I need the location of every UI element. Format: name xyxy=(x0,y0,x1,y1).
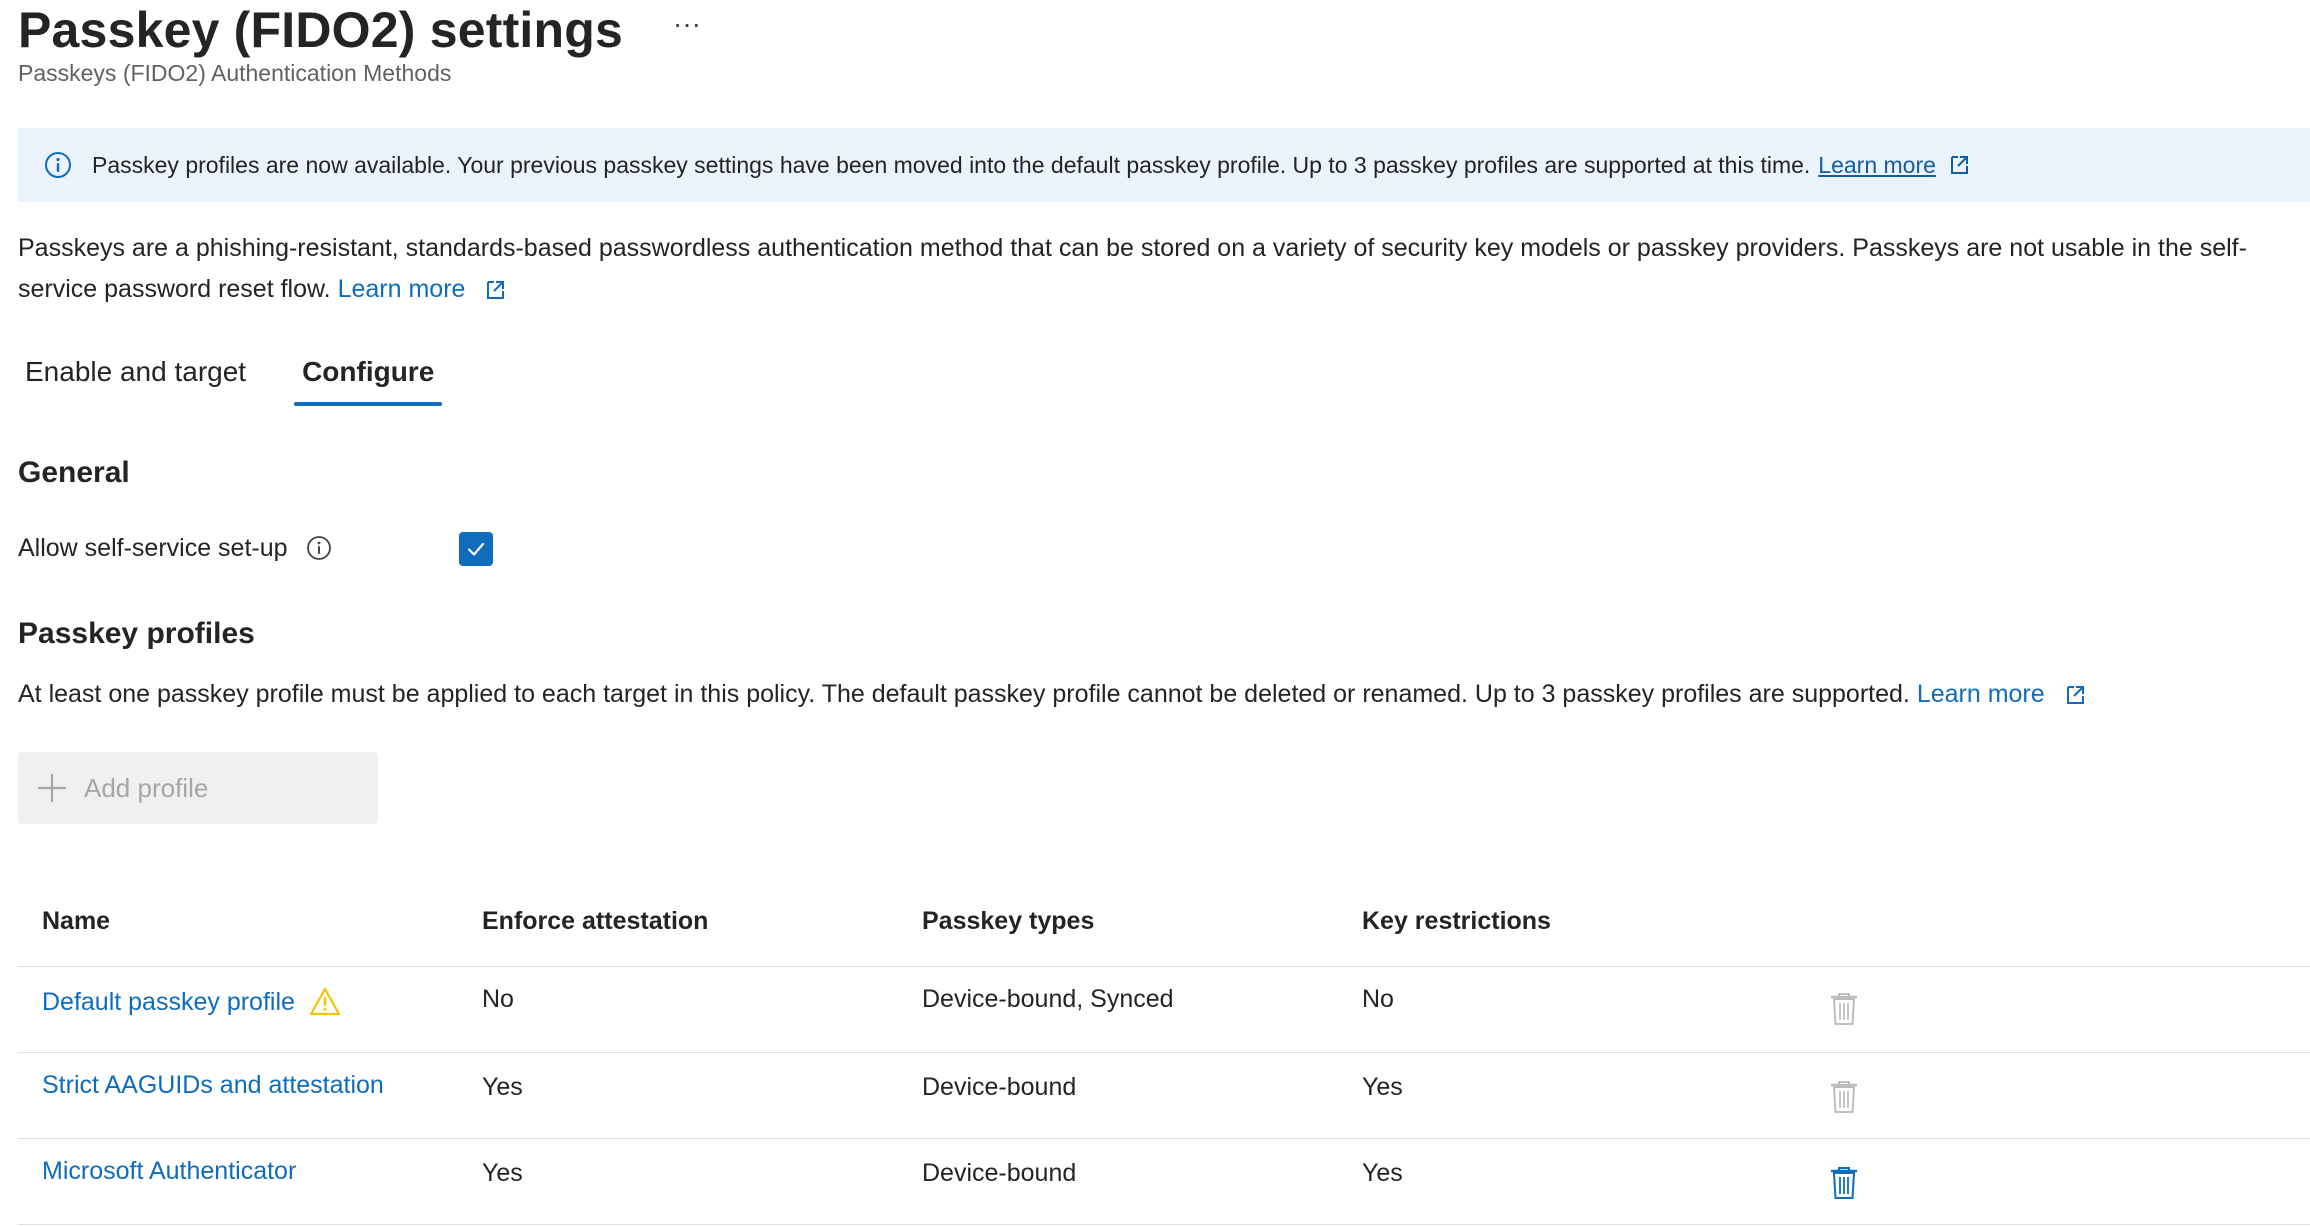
profile-name-link[interactable] xyxy=(42,1157,296,1186)
profile-name-text: Strict AAGUIDs and attestation xyxy=(42,1071,384,1099)
page-subtitle: Passkeys (FIDO2) Authentication Methods xyxy=(18,60,452,86)
profile-name-cell xyxy=(42,987,341,1017)
page-title: Passkey (FIDO2) settings xyxy=(18,2,624,58)
info-icon xyxy=(44,151,72,179)
column-header-passkey-types: Passkey types xyxy=(922,907,1095,935)
profile-name-text: Microsoft Authenticator xyxy=(42,1157,297,1185)
info-icon[interactable] xyxy=(306,535,332,561)
add-profile-label: Add profile xyxy=(84,772,209,803)
column-header-enforce-attestation: Enforce attestation xyxy=(482,907,709,935)
tab-list xyxy=(18,346,442,412)
description xyxy=(18,228,2310,310)
profile-name-cell xyxy=(42,1071,384,1100)
general-heading: General xyxy=(18,456,130,489)
trash-icon xyxy=(1828,1165,1860,1201)
profiles-table xyxy=(18,880,2310,1225)
delete-button[interactable] xyxy=(1828,1165,1860,1208)
more-options-button[interactable]: ··· xyxy=(673,8,702,39)
profiles-description-text: At least one passkey profile must be applied to each target in this policy. The default passkey profile cannot be deleted or renamed. Up to 3 passkey profiles are supported. xyxy=(18,680,1910,708)
tab-selected-indicator xyxy=(294,402,442,406)
key-restrictions-cell: No xyxy=(1362,985,1394,1013)
table-row xyxy=(18,1139,2310,1225)
description-text: Passkeys are a phishing-resistant, standards-based passwordless authentication method that can be stored on a variety of security key models or passkey providers. Passkeys are not usable in the self-service password reset flow. xyxy=(18,234,2247,303)
profile-name-cell xyxy=(42,1157,296,1186)
enforce-attestation-cell: Yes xyxy=(482,1073,523,1101)
key-restrictions-cell: Yes xyxy=(1362,1159,1403,1187)
enforce-attestation-cell: Yes xyxy=(482,1159,523,1187)
plus-icon xyxy=(36,772,68,804)
passkey-types-cell: Device-bound xyxy=(922,1073,1077,1101)
trash-icon xyxy=(1828,991,1860,1027)
warning-icon xyxy=(309,987,341,1017)
column-header-key-restrictions: Key restrictions xyxy=(1362,907,1551,935)
external-link-icon[interactable] xyxy=(1948,154,1970,176)
external-link-icon[interactable] xyxy=(2064,684,2086,706)
self-service-checkbox[interactable] xyxy=(459,532,493,566)
profile-name-link[interactable] xyxy=(42,987,341,1017)
description-learn-more-link[interactable]: Learn more xyxy=(337,275,466,303)
profiles-description xyxy=(18,680,2086,709)
tab-label: Enable and target xyxy=(25,356,247,387)
self-service-label: Allow self-service set-up xyxy=(18,533,288,562)
profile-name-text: Default passkey profile xyxy=(42,987,295,1016)
table-row xyxy=(18,967,2310,1053)
delete-button-disabled xyxy=(1828,1079,1860,1122)
add-profile-button[interactable] xyxy=(18,752,378,824)
banner-learn-more-link[interactable]: Learn more xyxy=(1818,151,1936,178)
tab-configure[interactable] xyxy=(294,346,442,408)
key-restrictions-cell: Yes xyxy=(1362,1073,1403,1101)
banner-text: Passkey profiles are now available. Your previous passkey settings have been moved into the default passkey profile. Up to 3 passkey profiles are supported at this time. xyxy=(92,151,1811,178)
self-service-row xyxy=(18,526,618,570)
table-row xyxy=(18,1053,2310,1139)
passkey-types-cell: Device-bound, Synced xyxy=(922,985,1174,1013)
header xyxy=(18,0,701,60)
tab-enable-and-target[interactable] xyxy=(18,346,254,408)
delete-button-disabled xyxy=(1828,991,1860,1034)
checkmark-icon xyxy=(465,538,487,560)
profile-name-link[interactable] xyxy=(42,1071,384,1100)
table-header xyxy=(18,880,2310,967)
trash-icon xyxy=(1828,1079,1860,1115)
info-banner xyxy=(18,128,2310,202)
profiles-learn-more-link[interactable]: Learn more xyxy=(1916,680,2045,708)
enforce-attestation-cell: No xyxy=(482,985,514,1013)
column-header-name: Name xyxy=(42,907,111,935)
passkey-types-cell: Device-bound xyxy=(922,1159,1077,1187)
external-link-icon[interactable] xyxy=(484,279,506,301)
tab-label: Configure xyxy=(302,356,435,387)
passkey-profiles-heading: Passkey profiles xyxy=(18,617,255,650)
